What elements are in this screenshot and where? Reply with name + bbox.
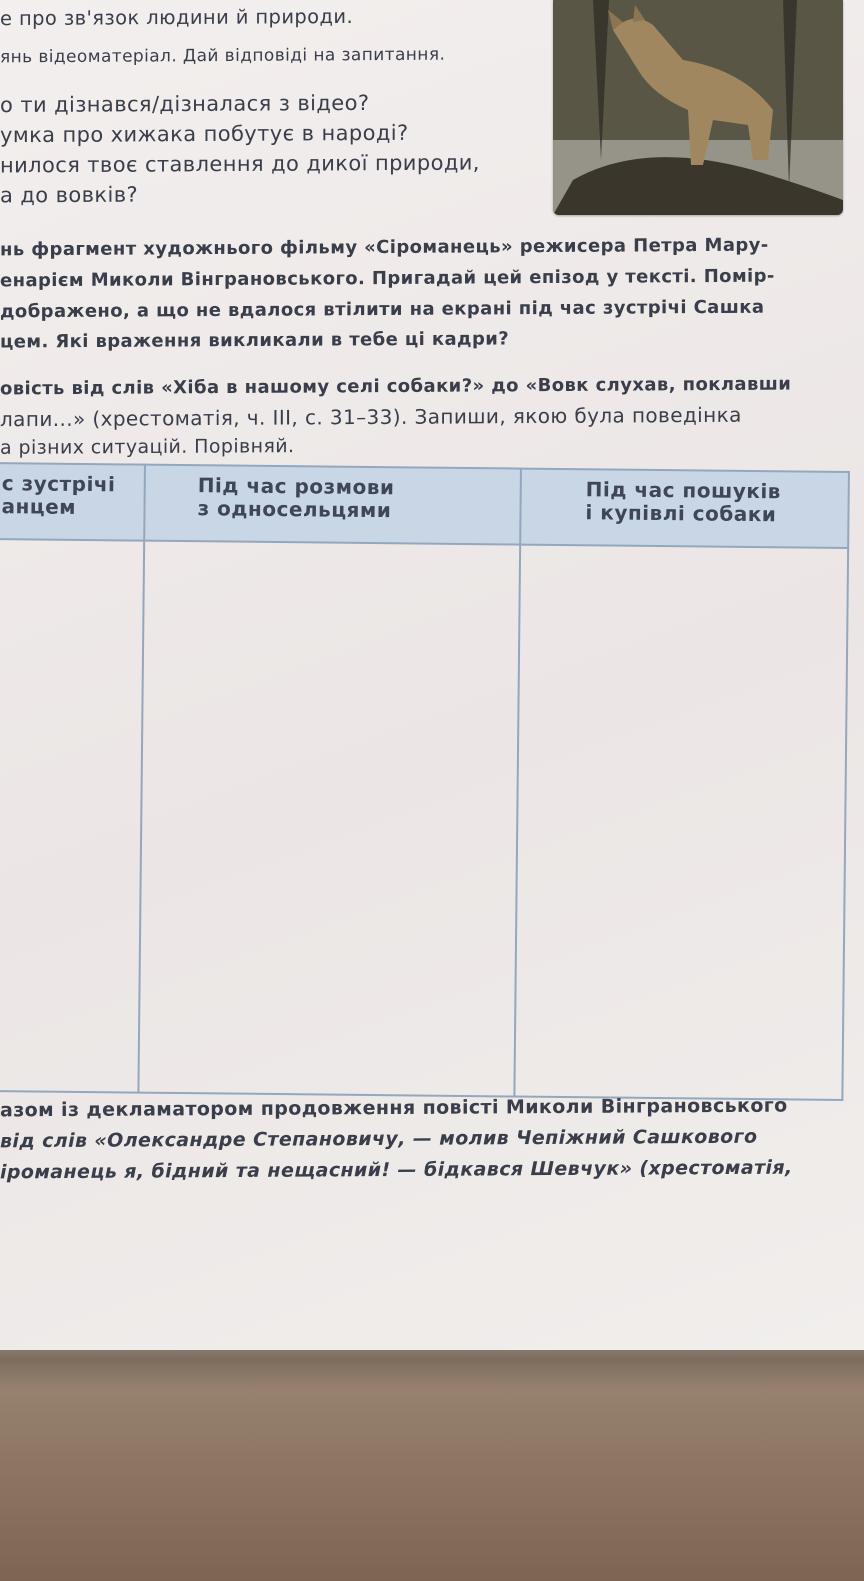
header-line: з односельцями: [197, 496, 392, 523]
header-line: анцем: [1, 494, 77, 519]
wolf-photo: [553, 0, 843, 215]
text-line: дображено, а що не вдалося втілити на екрані під час зустрічі Сашка: [0, 296, 765, 323]
header-line: і купівлі собаки: [585, 500, 777, 527]
header-line: Під час пошуків: [585, 477, 782, 504]
text-line: цем. Які враження викликали в тебе ці кадри?: [0, 328, 510, 353]
answer-cell[interactable]: [0, 539, 144, 1093]
text-line: янь відеоматеріал. Дай відповіді на запитання.: [0, 44, 446, 68]
text-line: е про зв'язок людини й природи.: [0, 4, 354, 31]
text-line: умка про хижака побутує в народі?: [0, 120, 409, 148]
answer-cell[interactable]: [514, 545, 848, 1100]
text-line: о ти дізнався/дізналася з відео?: [0, 90, 370, 118]
page-edge-shadow: [0, 1350, 864, 1390]
text-line: овість від слів «Хіба в нашому селі собаки?» до «Вовк слухав, поклавши: [0, 373, 792, 400]
text-line: азом із декламатором продовження повісті Миколи Вінграновського: [0, 1094, 788, 1122]
header-line: Під час розмови: [197, 473, 395, 500]
table-row: [0, 539, 848, 1100]
header-dog-search: [520, 469, 849, 548]
text-line: нь фрагмент художнього фільму «Сіроманець» режисера Петра Мару-: [0, 234, 769, 261]
header-villagers: [144, 465, 521, 545]
text-line: а до вовків?: [0, 182, 139, 208]
comparison-table: [0, 462, 850, 1101]
header-line: с зустрічі: [1, 471, 116, 497]
text-line: від слів «Олександре Степановичу, — молив Чепіжний Сашкового: [0, 1125, 758, 1153]
text-line: а різних ситуацій. Порівняй.: [0, 435, 295, 459]
text-line: нилося твоє ставлення до дикої природи,: [0, 150, 480, 178]
text-line: лапи...» (хрестоматія, ч. III, с. 31–33). Запиши, якою була поведінка: [0, 402, 742, 432]
answer-cell[interactable]: [138, 541, 520, 1097]
header-meeting: [0, 463, 145, 541]
text-line: іроманець я, бідний та нещасний! — бідкався Шевчук» (хрестоматія,: [0, 1156, 793, 1184]
text-line: енарієм Миколи Вінграновського. Пригадай цей епізод у тексті. Помір-: [0, 265, 775, 292]
